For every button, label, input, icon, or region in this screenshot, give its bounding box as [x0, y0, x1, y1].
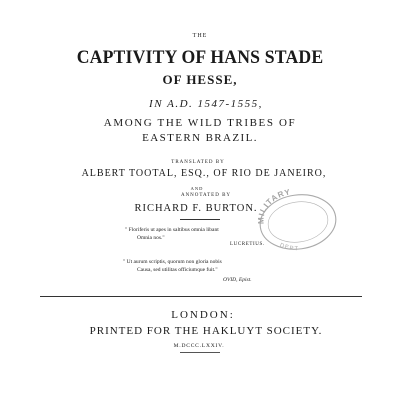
stamp-text-bottom: DEPT [278, 242, 300, 253]
epigraph-2-attribution: OVID, Epist. [223, 277, 252, 283]
epigraph-2-line-1: " Ut aurum scriptis, quorum non gloria nobis [123, 259, 222, 265]
title-of-hesse: OF HESSE, [162, 72, 238, 87]
svg-text:MILITARY [257, 187, 292, 224]
epigraph-1-line-1: " Floriferis ut apes in saltibus omnia libant [125, 227, 219, 233]
imprint-printer: PRINTED FOR THE HAKLUYT SOCIETY. [89, 325, 323, 337]
title-the: THE [192, 33, 208, 39]
annotated-by-label: ANNOTATED BY [180, 193, 232, 198]
date-range: IN A.D. 1547-1555, [149, 98, 263, 110]
stamp-text-top: MILITARY [256, 187, 292, 225]
svg-text:DEPT [279, 243, 300, 253]
imprint-city: LONDON: [171, 309, 235, 321]
translator-name: ALBERT TOOTAL, ESQ., OF RIO DE JANEIRO, [81, 168, 327, 179]
book-title: CAPTIVITY OF HANS STADE [76, 47, 324, 68]
library-stamp [252, 184, 342, 256]
and-label: AND [190, 186, 204, 191]
epigraph-1-attribution: LUCRETIUS. [230, 242, 265, 247]
subtitle-line-1: AMONG THE WILD TRIBES OF [103, 117, 297, 129]
epigraph-1-line-2: Omnia nos." [137, 235, 165, 241]
short-rule-top [180, 219, 220, 220]
divider-rule [40, 296, 362, 297]
epigraph-2-line-2: Causa, sed utilitas officiumque fuit." [137, 267, 218, 273]
annotator-name: RICHARD F. BURTON. [134, 203, 258, 214]
imprint-year: M.DCCC.LXXIV. [173, 343, 225, 349]
translated-by-label: TRANSLATED BY [171, 160, 225, 165]
short-rule-bottom [180, 352, 220, 353]
subtitle-line-2: EASTERN BRAZIL. [142, 132, 258, 144]
